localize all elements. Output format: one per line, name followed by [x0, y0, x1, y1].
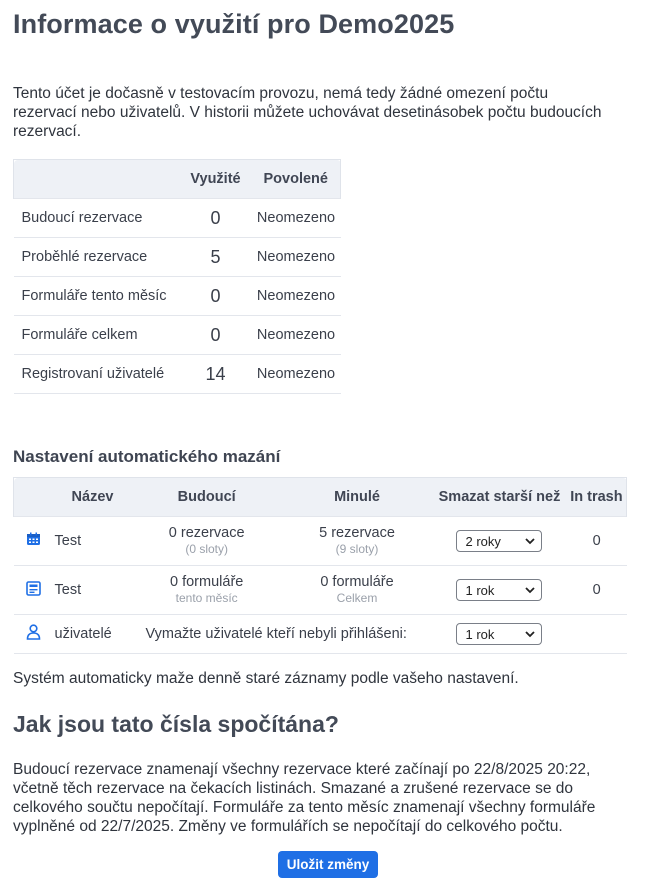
- older-than-select[interactable]: [456, 623, 542, 645]
- autodelete-future: [132, 566, 282, 615]
- autodelete-trash: 0: [567, 566, 627, 615]
- calendar-icon: [14, 517, 54, 566]
- chevron-down-icon: [525, 631, 535, 638]
- usage-used: 0: [180, 277, 252, 316]
- past-count: 0 formuláře: [320, 574, 394, 590]
- how-text: Budoucí rezervace znamenají všechny rezervace které začínají po 22/8/2025 20:22, včetně těch rezervace na čekacích listinách. Smazané a zrušené rezervace se do celkového součtu nepočítají. Formuláře za tento měsíc znamenají všechny formuláře vyplněné od 22/7/2025. Změny ve formulářích se nepočítají do celkového počtu.: [13, 761, 596, 835]
- table-row: [14, 615, 627, 654]
- autodelete-name: Test: [54, 566, 132, 615]
- usage-label: Registrovaní uživatelé: [14, 355, 180, 394]
- autodelete-name: Test: [54, 517, 132, 566]
- autodelete-older: [432, 615, 567, 654]
- save-button[interactable]: Uložit změny: [278, 851, 379, 878]
- autodelete-name: uživatelé: [54, 615, 132, 654]
- usage-label: Budoucí rezervace: [14, 199, 180, 238]
- usage-header-empty: [14, 160, 180, 199]
- how-heading: Jak jsou tato čísla spočítána?: [13, 711, 339, 737]
- usage-allowed: Neomezeno: [252, 355, 341, 394]
- chevron-down-icon: [525, 587, 535, 594]
- autodelete-older: [432, 566, 567, 615]
- future-count: 0 formuláře: [170, 574, 244, 590]
- older-than-select[interactable]: [456, 530, 542, 552]
- autodelete-header-trash: In trash: [567, 478, 627, 517]
- autodelete-trash: 0: [567, 517, 627, 566]
- autodelete-trash-empty: [567, 615, 627, 654]
- future-count: 0 rezervace: [168, 525, 245, 541]
- usage-used: 14: [180, 355, 252, 394]
- autodelete-header-future: Budoucí: [132, 478, 282, 517]
- older-than-value: 1 rok: [465, 626, 495, 642]
- autodelete-header-past: Minulé: [282, 478, 432, 517]
- usage-allowed: Neomezeno: [252, 316, 341, 355]
- usage-label: Formuláře celkem: [14, 316, 180, 355]
- autodelete-header-icon: [14, 478, 54, 517]
- older-than-value: 2 roky: [465, 533, 501, 549]
- intro-text: Tento účet je dočasně v testovacím provozu, nemá tedy žádné omezení počtu rezervací nebo uživatelů. V historii můžete uchovávat desetinásobek počtu budoucích rezervací.: [13, 85, 602, 140]
- autodelete-past: [282, 566, 432, 615]
- table-row: [14, 355, 341, 394]
- autodelete-heading: Nastavení automatického mazání: [13, 447, 281, 466]
- usage-table: [13, 159, 341, 394]
- table-row: [14, 277, 341, 316]
- usage-allowed: Neomezeno: [252, 277, 341, 316]
- page-title: Informace o využití pro Demo2025: [13, 9, 455, 39]
- users-delete-text: Vymažte uživatelé kteří nebyli přihlášeni:: [132, 615, 433, 654]
- table-row: [14, 238, 341, 277]
- usage-header-allowed: Povolené: [252, 160, 341, 199]
- autodelete-past: [282, 517, 432, 566]
- chevron-down-icon: [525, 538, 535, 545]
- form-icon: [14, 566, 54, 615]
- past-sub: Celkem: [336, 591, 378, 605]
- usage-allowed: Neomezeno: [252, 199, 341, 238]
- autodelete-table: [13, 477, 627, 654]
- autodelete-header-name: Název: [54, 478, 132, 517]
- usage-header-used: Využité: [180, 160, 252, 199]
- autodelete-future: [132, 517, 282, 566]
- future-sub: (0 sloty): [185, 542, 229, 556]
- usage-label: Formuláře tento měsíc: [14, 277, 180, 316]
- future-sub: tento měsíc: [175, 591, 238, 605]
- usage-used: 0: [180, 316, 252, 355]
- older-than-value: 1 rok: [465, 582, 495, 598]
- autodelete-header-older: Smazat starší než: [432, 478, 567, 517]
- past-count: 5 rezervace: [319, 525, 395, 541]
- table-row: [14, 566, 627, 615]
- usage-allowed: Neomezeno: [252, 238, 341, 277]
- usage-used: 0: [180, 199, 252, 238]
- older-than-select[interactable]: [456, 579, 542, 601]
- table-row: [14, 199, 341, 238]
- autodelete-older: [432, 517, 567, 566]
- usage-used: 5: [180, 238, 252, 277]
- table-row: [14, 316, 341, 355]
- table-row: [14, 517, 627, 566]
- user-icon: [14, 615, 54, 654]
- usage-label: Proběhlé rezervace: [14, 238, 180, 277]
- past-sub: (9 sloty): [335, 542, 379, 556]
- autodelete-note: Systém automaticky maže denně staré záznamy podle vašeho nastavení.: [13, 670, 519, 687]
